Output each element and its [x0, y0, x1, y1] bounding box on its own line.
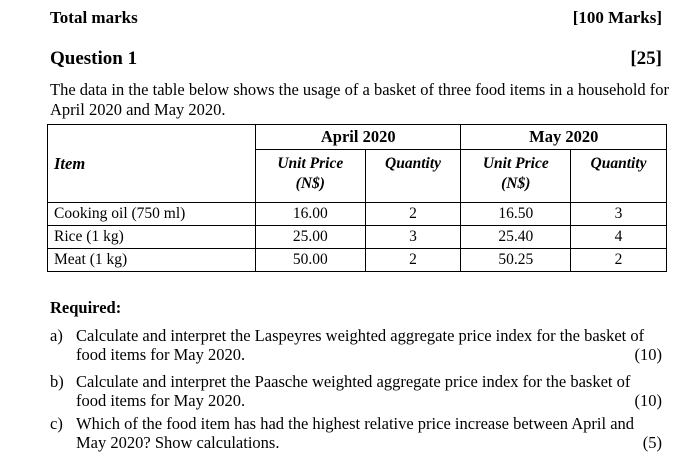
april-price-cell: 50.00	[256, 249, 366, 272]
question-line-1: Which of the food item has had the highest relative price increase between April and	[76, 414, 635, 433]
table-row	[48, 226, 667, 249]
question-b	[50, 372, 662, 410]
may-quantity-cell: 4	[571, 226, 667, 249]
april-quantity-cell: 2	[365, 203, 461, 226]
question-title: Question 1	[50, 48, 138, 69]
question-line-2-row	[76, 433, 662, 452]
unit-price-label: Unit Price	[277, 155, 344, 172]
may-price-cell: 16.50	[461, 203, 571, 226]
question-a	[50, 326, 662, 364]
question-body	[76, 372, 662, 410]
total-marks-value: [100 Marks]	[572, 8, 662, 27]
unit-price-label: Unit Price	[482, 155, 549, 172]
question-letter: c)	[50, 414, 63, 433]
april-quantity-cell: 2	[365, 249, 461, 272]
may-2020-header: May 2020	[461, 125, 667, 150]
question-letter: b)	[50, 372, 64, 391]
may-quantity-cell: 3	[571, 203, 667, 226]
unit-price-currency: (N$)	[295, 175, 325, 192]
table-row	[48, 203, 667, 226]
question-b-row	[50, 372, 662, 410]
question-line-2: May 2020? Show calculations.	[76, 433, 280, 452]
food-basket-table	[47, 124, 667, 272]
table-group-header-row	[48, 125, 667, 150]
unit-price-currency: (N$)	[501, 175, 531, 192]
question-marks: (10)	[634, 391, 662, 410]
total-marks-line	[50, 8, 662, 28]
question-line-2: food items for May 2020.	[76, 345, 246, 364]
question-a-row	[50, 326, 662, 364]
question-line-1: Calculate and interpret the Paasche weighted aggregate price index for the basket of	[76, 372, 631, 391]
question-line-2-row	[76, 391, 662, 410]
required-heading: Required:	[50, 298, 122, 317]
question-marks: [25]	[630, 48, 662, 69]
may-price-cell: 50.25	[461, 249, 571, 272]
question-body	[76, 414, 662, 452]
question-marks: (5)	[642, 433, 662, 452]
item-column-header: Item	[48, 125, 256, 203]
april-price-cell: 25.00	[256, 226, 366, 249]
item-cell: Meat (1 kg)	[48, 249, 256, 272]
question-body	[76, 326, 662, 364]
may-price-cell: 25.40	[461, 226, 571, 249]
april-price-cell: 16.00	[256, 203, 366, 226]
intro-text: The data in the table below shows the usage of a basket of three food items in a household for April 2020 and May 2020.	[50, 80, 670, 119]
item-cell: Rice (1 kg)	[48, 226, 256, 249]
april-quantity-header: Quantity	[365, 150, 461, 203]
april-2020-header: April 2020	[256, 125, 461, 150]
table-row	[48, 249, 667, 272]
may-quantity-cell: 2	[571, 249, 667, 272]
item-cell: Cooking oil (750 ml)	[48, 203, 256, 226]
may-unit-price-header	[461, 150, 571, 203]
question-letter: a)	[50, 326, 63, 345]
question-line-1: Calculate and interpret the Laspeyres weighted aggregate price index for the basket of	[76, 326, 645, 345]
may-quantity-header: Quantity	[571, 150, 667, 203]
question-c-row	[50, 414, 662, 452]
question-line-2-row	[76, 345, 662, 364]
question-marks: (10)	[634, 345, 662, 364]
question-line-2: food items for May 2020.	[76, 391, 246, 410]
question-c	[50, 414, 662, 452]
total-marks-label: Total marks	[50, 8, 138, 27]
april-quantity-cell: 3	[365, 226, 461, 249]
april-unit-price-header	[256, 150, 366, 203]
question-heading	[50, 48, 662, 70]
